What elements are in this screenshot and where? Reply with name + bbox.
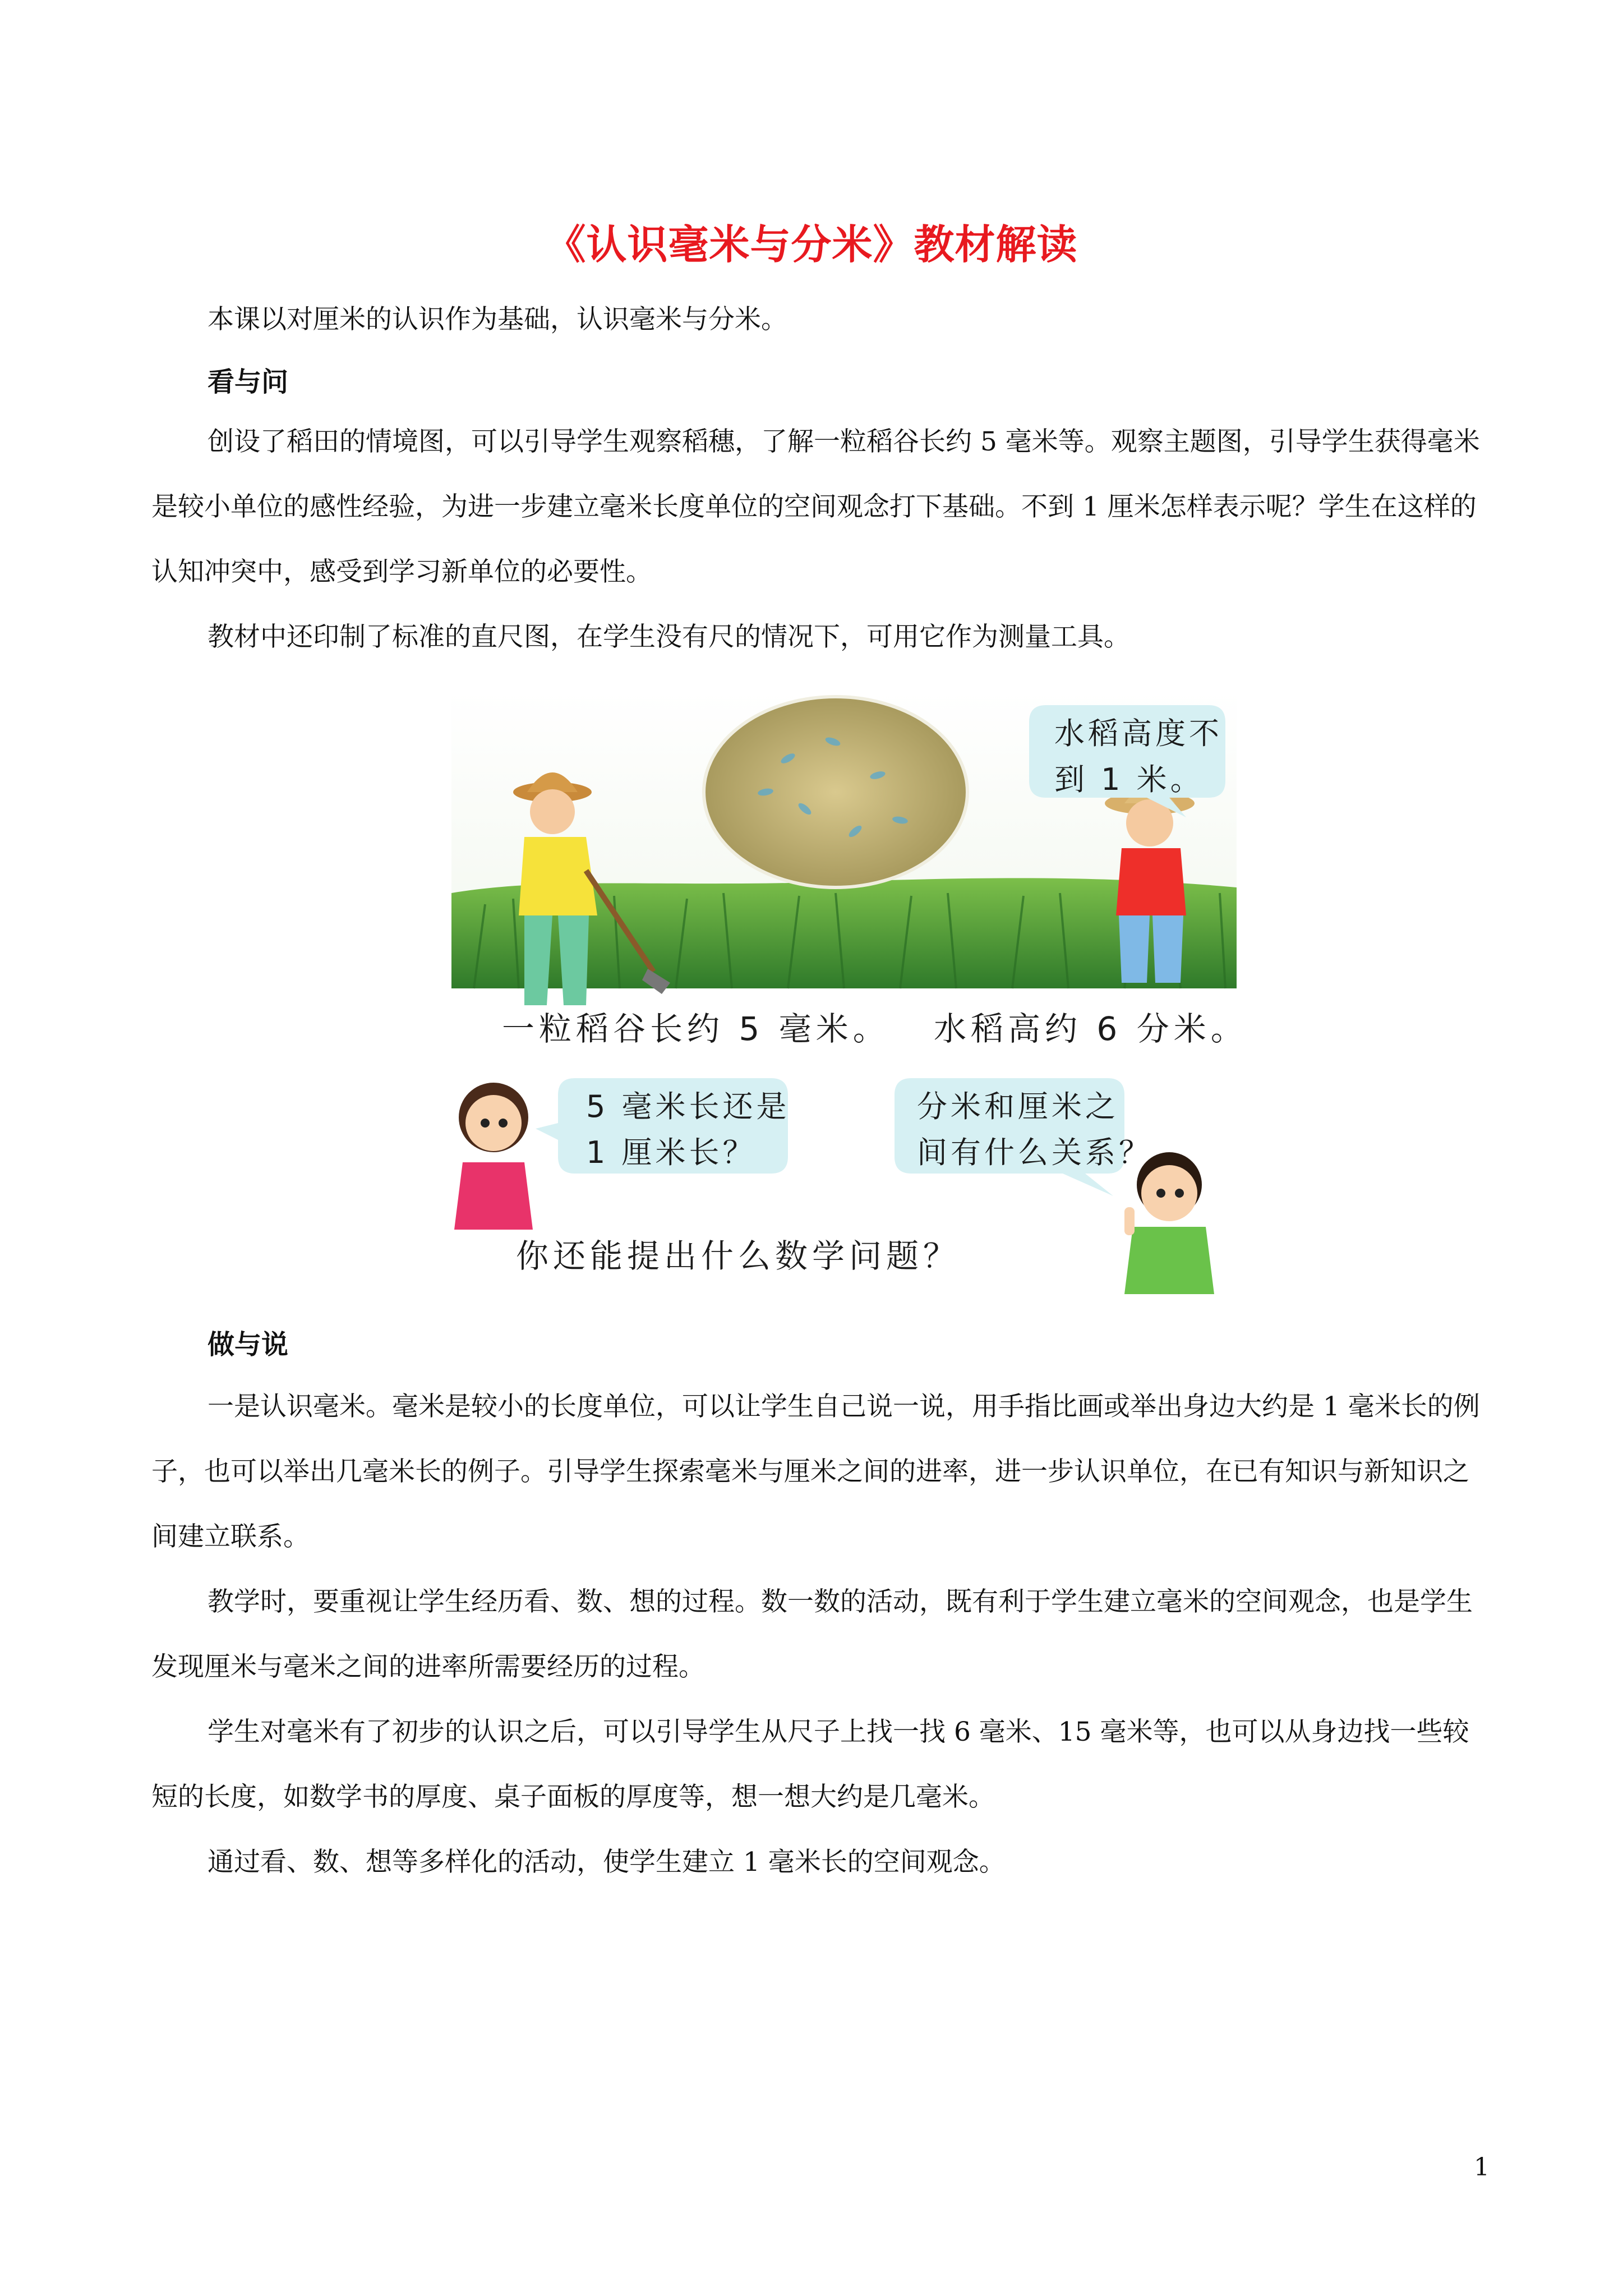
rice-field-illustration — [440, 691, 1248, 1294]
paragraph-look-ask-2: 教材中还印制了标准的直尺图，在学生没有尺的情况下，可用它作为测量工具。 — [208, 622, 1130, 652]
bubble-text-top-right: 水稻高度不 到 1 米。 — [1054, 716, 1223, 797]
page-number: 1 — [1474, 2153, 1490, 2182]
paragraph-look-ask-1: 创设了稻田的情境图，可以引导学生观察稻穗，了解一粒稻谷长约 5 毫米等。观察主题图，引导学生获得毫米是较小单位的感性经验，为进一步建立毫米长度单位的空间观念打下基础。不到 1 厘米怎样表示呢？学生在这样的认知冲突中，感受到学习新单位的必要性。 — [151, 426, 1480, 587]
rice-grain-closeup — [704, 697, 967, 887]
caption-grain-length: 一粒稻谷长约 5 毫米。 — [502, 1010, 890, 1048]
intro-paragraph: 本课以对厘米的认识作为基础，认识毫米与分米。 — [208, 304, 787, 335]
caption-rice-height: 水稻高约 6 分米。 — [934, 1010, 1248, 1048]
paragraph-do-say-2: 教学时，要重视让学生经历看、数、想的过程。数一数的活动，既有利于学生建立毫米的空间观念，也是学生发现厘米与毫米之间的进率所需要经历的过程。 — [151, 1586, 1473, 1682]
bubble-text-bottom-right: 分米和厘米之 间有什么关系？ — [917, 1089, 1152, 1170]
paragraph-do-say-4: 通过看、数、想等多样化的活动，使学生建立 1 毫米长的空间观念。 — [208, 1847, 1006, 1878]
caption-question: 你还能提出什么数学问题？ — [516, 1237, 961, 1275]
document-title: 《认识毫米与分米》教材解读 — [545, 220, 1078, 268]
section-heading-look-ask: 看与问 — [208, 366, 289, 398]
bubble-text-bottom-left: 5 毫米长还是 1 厘米长？ — [586, 1089, 790, 1170]
paragraph-do-say-1: 一是认识毫米。毫米是较小的长度单位，可以让学生自己说一说，用手指比画或举出身边大约是 1 毫米长的例子，也可以举出几毫米长的例子。引导学生探索毫米与厘米之间的进率，进一步认识单位，在已有知识与新知识之间建立联系。 — [151, 1391, 1480, 1552]
paragraph-do-say-3: 学生对毫米有了初步的认识之后，可以引导学生从尺子上找一找 6 毫米、15 毫米等，也可以从身边找一些较短的长度，如数学书的厚度、桌子面板的厚度等，想一想大约是几毫米。 — [151, 1717, 1469, 1812]
section-heading-do-say: 做与说 — [208, 1329, 289, 1360]
